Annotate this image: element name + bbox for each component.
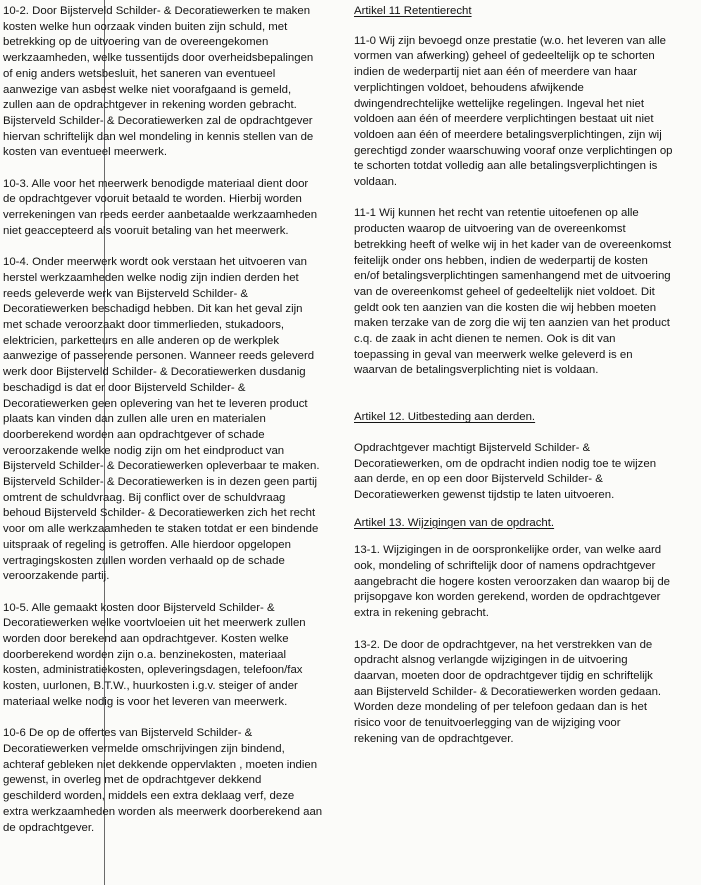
- heading-article-13: Artikel 13. Wijzigingen van de opdracht.: [354, 516, 555, 529]
- clause-10-6: 10-6 De op de offertes van Bijsterveld Schilder- & Decoratiewerken vermelde omschrijvingen zijn bindend, achteraf gebleken niet dekkende oppervlakten , moeten indien gewenst, in overleg met de opdrachtgever dekkend geschilderd worden, middels een extra deklaag verf, deze extra werkzaamheden worden als meerwerk doorberekend aan de opdrachtgever.: [3, 727, 323, 834]
- clause-12: Opdrachtgever machtigt Bijsterveld Schilder- & Decoratiewerken, om de opdracht indien nodig toe te wijzen aan derde, en op een door Bijsterveld Schilder- & Decoratiewerken gewenst tijdstip te laten uitvoeren.: [354, 441, 657, 501]
- clause-13-2: 13-2. De door de opdrachtgever, na het verstrekken van de opdracht alsnog verlangde wijzigingen in de uitvoering daarvan, moeten door de opdrachtgever tijdig en schriftelijk aan Bijsterveld Schilder- & Decoratiewerken worden gedaan. Worden deze mondeling of per telefoon gedaan dan is het risico voor de tenuitvoerlegging van de wijziging voor rekening van de opdrachtgever.: [354, 638, 662, 745]
- right-column: [354, 4, 690, 763]
- clause-13-1: 13-1. Wijzigingen in de oorspronkelijke order, van welke aard ook, mondeling of schriftelijk door of namens opdrachtgever aangebracht die hogere kosten veroorzaken dan waarop bij de prijsopgave kon worden gerekend, worden de opdrachtgever extra in rekening gebracht.: [354, 544, 670, 620]
- clause-10-3: 10-3. Alle voor het meerwerk benodigde materiaal dient door de opdrachtgever vooruit betaald te worden. Hierbij worden verrekeningen van reeds eerder aanbetaalde werkzaamheden niet geaccepteerd als vooruit betaling van het meerwerk.: [3, 177, 318, 237]
- clause-11-0: 11-0 Wij zijn bevoegd onze prestatie (w.o. het leveren van alle vormen van afwerking) geheel of gedeeltelijk op te schorten indien de wederpartij niet aan één of meerdere van haar verplichtingen voldoet, behoudens afwijkende dwingendrechtelijke wettelijke regelingen. Ingeval het niet voldoen aan één of meerdere verplichtingen bestaat uit niet voldoen aan één of meerdere betalingsverplichtingen, zijn wij gerechtigd zonder waarschuwing vooraf onze verplichtingen op te schorten totdat volledig aan alle betalingsverplichtingen is voldaan.: [354, 34, 673, 189]
- clause-10-5: 10-5. Alle gemaakt kosten door Bijsterveld Schilder- & Decoratiewerken welke voortvloeien uit het meerwerk zullen worden door berekend aan opdrachtgever. Kosten welke doorberekend worden zijn o.a. benzinekosten, materiaal kosten, administratiekosten, opleveringsdagen, telefoon/fax kosten, uurlonen, B.T.W., huurkosten i.g.v. steiger of ander materiaal welke nodig is voor het leveren van meerwerk.: [3, 601, 306, 708]
- clause-10-2: 10-2. Door Bijsterveld Schilder- & Decoratiewerken te maken kosten welke hun oorzaak vinden buiten zijn schuld, met betrekking op de uitvoering van de overeengekomen werkzaamheden, welke tussentijds door overheidsbepalingen of enig anders wetsbesluit, het saneren van eventueel aanwezige van asbest welke niet voorafgaand is gemeld, zullen aan de opdrachtgever in rekening worden gebracht. Bijsterveld Schilder- & Decoratiewerken zal de opdrachtgever hiervan schriftelijk dan wel mondeling in kennis stellen van de kosten van eventueel meerwerk.: [3, 5, 314, 159]
- clause-10-4: 10-4. Onder meerwerk wordt ook verstaan het uitvoeren van herstel werkzaamheden welke nodig zijn indien derden het reeds geleverde werk van Bijsterveld Schilder- & Decoratiewerken beschadigd hebben. Dit kan het geval zijn met schade veroorzaakt door timmerlieden, stukadoors, elektricien, parketteurs en alle anderen op de werkplek aanwezige of passerende personen. Wanneer reeds geleverd werk door Bijsterveld Schilder- & Decoratiewerken dusdanig beschadigd is dat er door Bijsterveld Schilder- & Decoratiewerken geen oplevering van het te leveren product plaats kan vinden dan zullen alle uren en materialen doorberekend worden aan opdrachtgever of schade veroorzakende welke nodig zijn om het eindproduct van Bijsterveld Schilder- & Decoratiewerken opleverbaar te maken. Bijsterveld Schilder- & Decoratiewerken is in dezen geen partij omtrent de schuldvraag. Bij conflict over de schuldvraag behoud Bijsterveld Schilder- & Decoratiewerken zich het recht voor om alle werkzaamheden te staken totdat er een bindende uitspraak of regeling is getroffen. Alle hierdoor opgelopen vertragingskosten zullen worden verhaald op de schade veroorzakende partij.: [3, 256, 320, 583]
- heading-article-12: Artikel 12. Uitbesteding aan derden.: [354, 411, 536, 424]
- left-column: [3, 4, 339, 852]
- clause-11-1: 11-1 Wij kunnen het recht van retentie uitoefenen op alle producten waarop de uitvoering van de overeenkomst betrekking heeft of welke wij in het kader van de overeenkomst feitelijk onder ons hebben, indien de wederpartij de kosten en/of betalingsverplichtingen samenhangend met de uitvoering van de overeenkomst geheel of gedeeltelijk niet voldoet. Dit geldt ook ten aanzien van die kosten die wij hebben moeten maken terzake van de zorg die wij ten aanzien van het product c.q. de zaak in acht dienen te nemen. Ook is dit van toepassing in geval van meerwerk welke geleverd is en waarvan de betalingsverplichting niet is voldaan.: [354, 207, 672, 377]
- heading-article-11: Artikel 11 Retentierecht: [354, 5, 472, 17]
